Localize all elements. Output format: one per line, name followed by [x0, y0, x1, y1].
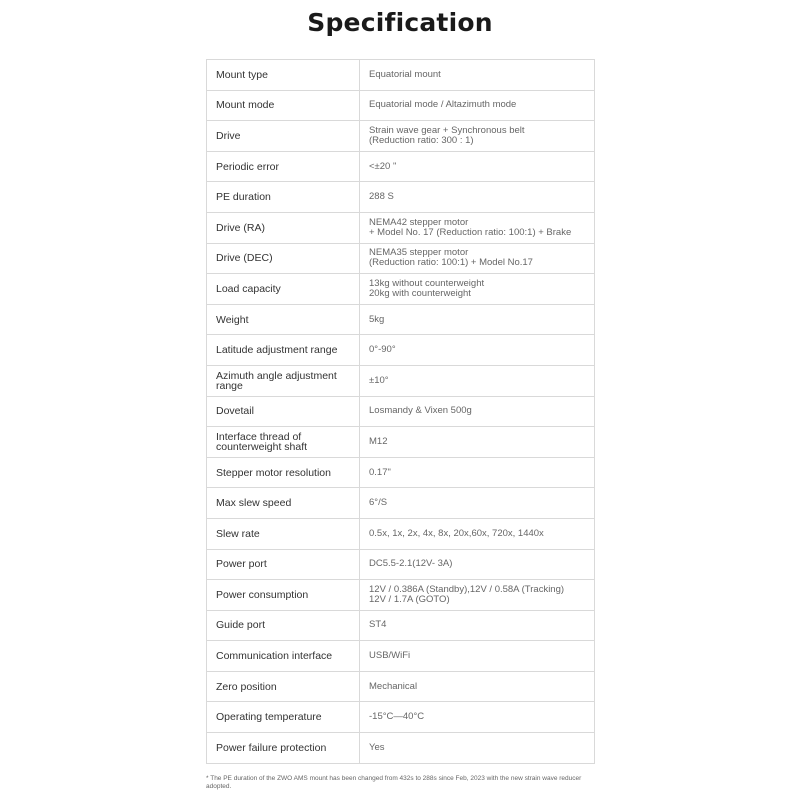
footnote: * The PE duration of the ZWO AMS mount has been changed from 432s to 288s since Feb, 2023 with the new strain wave reducer adopted. — [206, 775, 582, 790]
spec-row — [207, 427, 594, 458]
spec-key: Weight — [207, 305, 360, 335]
spec-value: 0.5x, 1x, 2x, 4x, 8x, 20x,60x, 720x, 1440x — [369, 527, 544, 539]
spec-value: <±20 " — [369, 160, 397, 172]
page-title: Specification — [307, 8, 493, 37]
spec-key: Mount mode — [207, 91, 360, 121]
spec-value: Equatorial mount — [369, 68, 441, 80]
spec-row — [207, 580, 594, 611]
spec-key: Interface thread of counterweight shaft — [207, 427, 360, 457]
spec-key: Drive — [207, 121, 360, 151]
spec-value: USB/WiFi — [369, 650, 411, 662]
spec-row — [207, 672, 594, 703]
spec-row — [207, 458, 594, 489]
spec-key: Power failure protection — [207, 733, 360, 763]
spec-value: ST4 — [369, 619, 387, 631]
spec-value: 5kg — [369, 313, 385, 325]
spec-row — [207, 91, 594, 122]
spec-row — [207, 274, 594, 305]
spec-key: Zero position — [207, 672, 360, 702]
spec-row — [207, 366, 594, 397]
spec-key: Drive (RA) — [207, 213, 360, 243]
spec-value: Mechanical — [369, 680, 418, 692]
spec-value: 12V / 0.386A (Standby),12V / 0.58A (Tracking) 12V / 1.7A (GOTO) — [369, 583, 565, 605]
spec-value: DC5.5-2.1(12V- 3A) — [369, 558, 453, 570]
spec-key: PE duration — [207, 182, 360, 212]
spec-key: Max slew speed — [207, 488, 360, 518]
spec-key: Mount type — [207, 60, 360, 90]
spec-row — [207, 152, 594, 183]
spec-key: Drive (DEC) — [207, 244, 360, 274]
spec-value: -15°C—40°C — [369, 711, 425, 723]
spec-key: Power consumption — [207, 580, 360, 610]
spec-value: 288 S — [369, 191, 394, 203]
spec-row — [207, 733, 594, 764]
spec-row — [207, 182, 594, 213]
spec-value: 13kg without counterweight 20kg with counterweight — [369, 277, 485, 299]
spec-row — [207, 60, 594, 91]
spec-key: Operating temperature — [207, 702, 360, 732]
spec-row — [207, 335, 594, 366]
spec-value: Yes — [369, 741, 385, 753]
spec-row — [207, 305, 594, 336]
spec-key: Guide port — [207, 611, 360, 641]
spec-key: Latitude adjustment range — [207, 335, 360, 365]
spec-row — [207, 611, 594, 642]
spec-value: 6°/S — [369, 497, 388, 509]
spec-row — [207, 244, 594, 275]
spec-value: 0.17" — [369, 466, 391, 478]
spec-key: Slew rate — [207, 519, 360, 549]
spec-key: Communication interface — [207, 641, 360, 671]
spec-key: Stepper motor resolution — [207, 458, 360, 488]
spec-key: Load capacity — [207, 274, 360, 304]
spec-value: Strain wave gear + Synchronous belt (Reduction ratio: 300 : 1) — [369, 124, 525, 146]
spec-row — [207, 641, 594, 672]
spec-value: Losmandy & Vixen 500g — [369, 405, 472, 417]
spec-value: NEMA35 stepper motor (Reduction ratio: 100:1) + Model No.17 — [369, 247, 533, 269]
spec-row — [207, 397, 594, 428]
spec-key: Azimuth angle adjustment range — [207, 366, 360, 396]
spec-key: Power port — [207, 550, 360, 580]
spec-key: Periodic error — [207, 152, 360, 182]
spec-row — [207, 550, 594, 581]
spec-row — [207, 488, 594, 519]
spec-value: 0°-90° — [369, 344, 396, 356]
spec-row — [207, 519, 594, 550]
spec-value: Equatorial mode / Altazimuth mode — [369, 99, 517, 111]
spec-row — [207, 213, 594, 244]
spec-value: ±10° — [369, 374, 389, 386]
spec-value: M12 — [369, 435, 388, 447]
spec-row — [207, 121, 594, 152]
spec-key: Dovetail — [207, 397, 360, 427]
spec-row — [207, 702, 594, 733]
spec-value: NEMA42 stepper motor + Model No. 17 (Reduction ratio: 100:1) + Brake — [369, 216, 572, 238]
spec-table — [206, 59, 595, 764]
